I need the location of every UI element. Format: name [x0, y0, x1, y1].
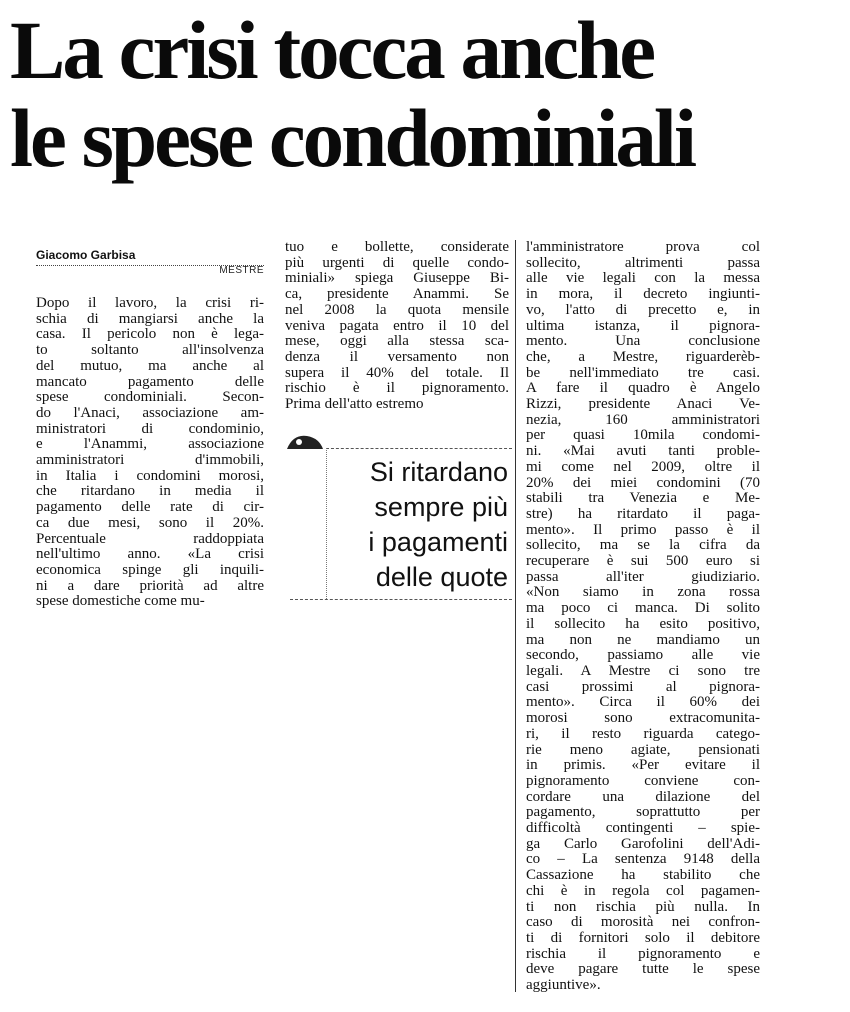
text-line: difficoltà contingenti – spie- [526, 820, 760, 837]
text-line: nel 2008 la quota mensile [285, 301, 509, 318]
byline: Giacomo Garbisa [36, 248, 136, 262]
text-line: economica spinge gli inquili- [36, 561, 264, 578]
text-line: pignoramento conviene con- [526, 772, 760, 789]
text-line: nezia, 160 amministratori [526, 411, 760, 428]
text-line: casa. Il pericolo non è lega- [36, 326, 264, 343]
article-column-3 [526, 240, 760, 994]
text-line: ni a dare priorità ad altre [36, 577, 264, 594]
text-line: in mora, il decreto ingiunti- [526, 286, 760, 303]
pullquote-bottom-rule [290, 599, 512, 600]
text-line: A fare il quadro è Angelo [526, 380, 760, 397]
text-line: ni. «Mai avuti tanti proble- [526, 443, 760, 460]
text-line: spese domestiche come mu- [36, 593, 205, 610]
text-line: per quasi 10mila condomi- [526, 427, 760, 444]
text-line: stre) ha ritardato il paga- [526, 505, 760, 522]
column-divider [515, 240, 516, 992]
pullquote-side-rule [326, 448, 327, 599]
text-line: rischio è il pignoramento. [285, 380, 509, 397]
text-line: ma poco ci manca. Di solito [526, 600, 760, 617]
text-line: mi come nel 2009, oltre il [526, 458, 760, 475]
article-column-1 [36, 296, 264, 610]
text-line: spese condominiali. Secon- [36, 389, 264, 406]
text-line: ca, presidente Anammi. Se [285, 286, 509, 303]
text-line: ti di fornitori solo il debitore [526, 929, 760, 946]
text-line: ti non rischia più nulla. In [526, 898, 760, 915]
headline [10, 6, 842, 182]
text-line: ministratori di condominio, [36, 420, 264, 437]
text-line: Cassazione ha stabilito che [526, 867, 760, 884]
text-line: morosi sono extracomunita- [526, 710, 760, 727]
text-line: co – La sentenza 9148 della [526, 851, 760, 868]
text-line: rie meno agiate, pensionati [526, 741, 760, 758]
text-line: pagamento, soprattutto per [526, 804, 760, 821]
text-line: secondo, passiamo alle vie [526, 647, 760, 664]
pullquote-line: sempre più [374, 492, 508, 522]
pullquote-line: Si ritardano [369, 457, 508, 487]
text-line: ma non ne mandiamo un [526, 631, 760, 648]
pullquote [330, 455, 508, 595]
text-line: il sollecito ha esito positivo, [526, 615, 760, 632]
text-line: più urgenti di quelle condo- [285, 254, 509, 271]
text-line: aggiuntive». [526, 977, 601, 994]
text-line: Percentuale raddoppiata [36, 530, 264, 547]
text-line: alle vie legali con la messa [526, 270, 760, 287]
text-line: legali. A Mestre ci sono tre [526, 662, 760, 679]
pullquote-top-rule [326, 448, 512, 449]
dateline-location: MESTRE [219, 265, 264, 276]
headline-line-2: le spese condominiali [10, 92, 695, 184]
text-line: Dopo il lavoro, la crisi ri- [36, 295, 264, 311]
text-line: chi è in regola col pagamen- [526, 882, 760, 899]
text-line: casi prossimi al pignora- [526, 678, 760, 695]
text-line: del mutuo, ma anche al [36, 357, 264, 374]
text-line: cordare una dilazione del [526, 788, 760, 805]
text-line: recuperare è sui 500 euro si [526, 553, 760, 570]
pullquote-ornament-icon [285, 432, 325, 450]
text-line: tuo e bollette, considerate [285, 239, 509, 255]
text-line: miniali» spiega Giuseppe Bi- [285, 270, 509, 287]
text-line: be nell'immediato tre casi. [526, 364, 760, 381]
text-line: l'amministratore prova col [526, 239, 760, 255]
text-line: 20% dei miei condomini (70 [526, 474, 760, 491]
article-column-2 [285, 240, 509, 413]
text-line: ga Carlo Garofolini dell'Adi- [526, 835, 760, 852]
text-line: che, a Mestre, riguarderèb- [526, 348, 760, 365]
text-line: ultima istanza, il pignora- [526, 317, 760, 334]
text-line: do l'Anaci, associazione am- [36, 404, 264, 421]
text-line: ca due mesi, sono il 20%. [36, 514, 264, 531]
text-line: mento». Circa il 60% dei [526, 694, 760, 711]
text-line: supera il 40% del totale. Il [285, 364, 509, 381]
text-line: in primis. «Per evitare il [526, 757, 760, 774]
text-line: schia di mangiarsi anche la [36, 310, 264, 327]
text-line: mento. Una conclusione [526, 333, 760, 350]
text-line: sollecito, ma se la cifra da [526, 537, 760, 554]
pullquote-line: i pagamenti [368, 527, 508, 557]
text-line: stabili tra Venezia e Me- [526, 490, 760, 507]
text-line: veniva pagata entro il 10 del [285, 317, 509, 334]
text-line: pagamento delle rate di cir- [36, 499, 264, 516]
text-line: rischia il pignoramento e [526, 945, 760, 962]
text-line: vo, l'atto di precetto e, in [526, 301, 760, 318]
text-line: ri, il resto riguarda catego- [526, 725, 760, 742]
text-line: nell'ultimo anno. «La crisi [36, 546, 264, 563]
text-line: mese, oggi alla stessa sca- [285, 333, 509, 350]
text-line: passa all'iter giudiziario. [526, 568, 760, 585]
text-line: to soltanto all'insolvenza [36, 342, 264, 359]
text-line: «Non siamo in zona rossa [526, 584, 760, 601]
text-line: e l'Anammi, associazione [36, 436, 264, 453]
text-line: deve pagare tutte le spese [526, 961, 760, 978]
text-line: sollecito, altrimenti passa [526, 254, 760, 271]
text-line: denza il versamento non [285, 348, 509, 365]
text-line: amministratori d'immobili, [36, 452, 264, 469]
text-line: Prima dell'atto estremo [285, 396, 424, 413]
text-line: in Italia i condomini morosi, [36, 467, 264, 484]
text-line: mento». Il primo passo è il [526, 521, 760, 538]
pullquote-line: delle quote [375, 562, 508, 592]
text-line: Rizzi, presidente Anaci Ve- [526, 396, 760, 413]
text-line: che ritardano in media il [36, 483, 264, 500]
text-line: caso di morosità nei confron- [526, 914, 760, 931]
text-line: mancato pagamento delle [36, 373, 264, 390]
headline-line-1: La crisi tocca anche [10, 4, 654, 96]
